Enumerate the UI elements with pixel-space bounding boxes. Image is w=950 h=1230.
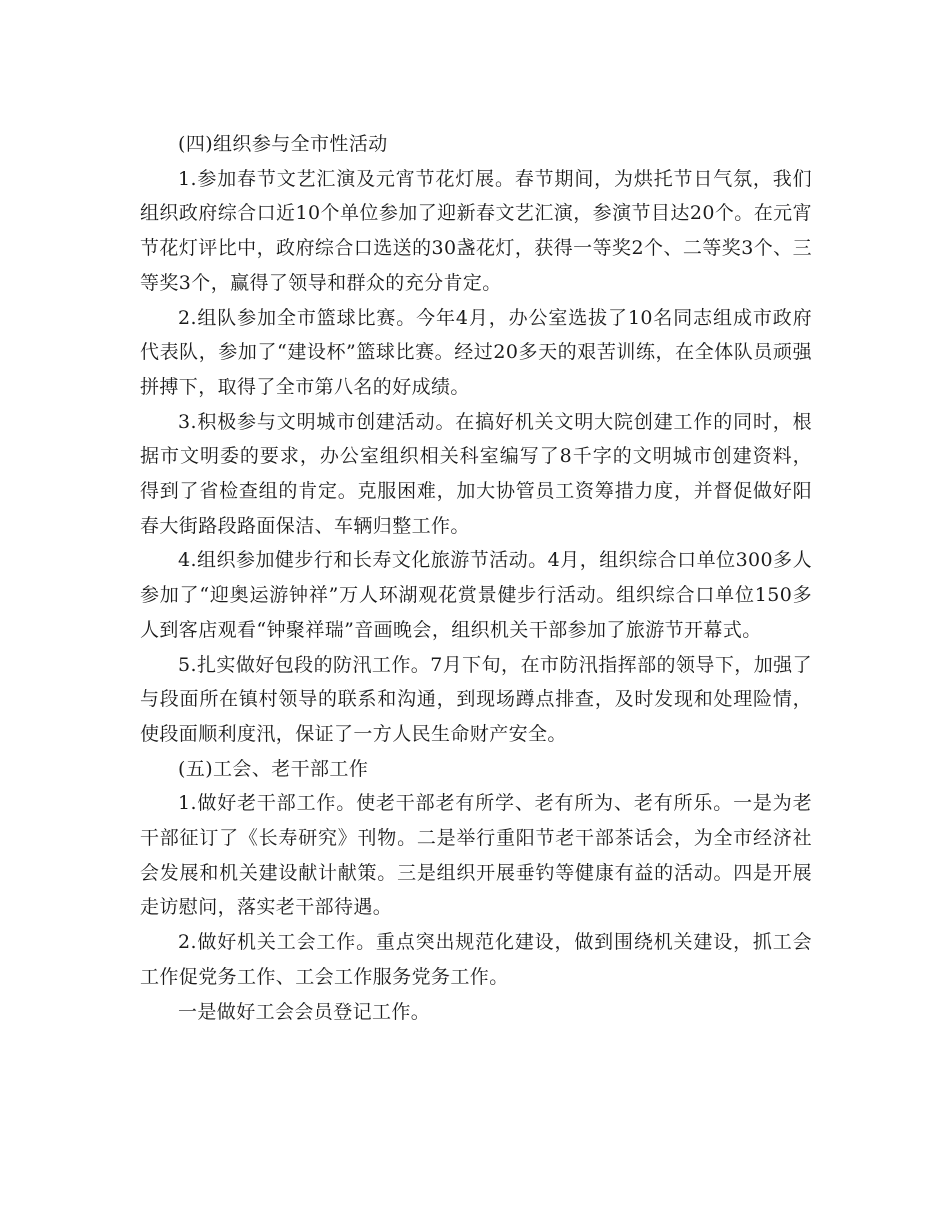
paragraph-flood-control: 5.扎实做好包段的防汛工作。7月下旬，在市防汛指挥部的领导下，加强了与段面所在镇村领导的联系和沟通，到现场蹲点排查，及时发现和处理险情，使段面顺利度汛，保证了一方人民生命财产安全。 [140, 653, 812, 745]
paragraph-walking-tourism: 4.组织参加健步行和长寿文化旅游节活动。4月，组织综合口单位300多人参加了“迎奥运游钟祥”万人环湖观花赏景健步行活动。组织综合口单位150多人到客店观看“钟聚祥瑞”音画晚会，组织机关干部参加了旅游节开幕式。 [140, 549, 812, 641]
section-heading-4: (四)组织参与全市性活动 [178, 133, 388, 155]
paragraph-trade-union: 2.做好机关工会工作。重点突出规范化建设，做到围绕机关建设，抓工会工作促党务工作、工会工作服务党务工作。 [140, 931, 812, 988]
paragraph-civilized-city: 3.积极参与文明城市创建活动。在搞好机关文明大院创建工作的同时，根据市文明委的要求，办公室组织相关科室编写了8千字的文明城市创建资料，得到了省检查组的肯定。克服困难，加大协管员工资筹措力度，并督促做好阳春大街路段路面保洁、车辆归整工作。 [140, 410, 812, 537]
paragraph-member-registration: 一是做好工会会员登记工作。 [178, 1000, 431, 1023]
paragraph-spring-festival: 1.参加春节文艺汇演及元宵节花灯展。春节期间，为烘托节日气氛，我们组织政府综合口近10个单位参加了迎新春文艺汇演，参演节目达20个。在元宵节花灯评比中，政府综合口选送的30盏花灯，获得一等奖2个、二等奖3个、三等奖3个，赢得了领导和群众的充分肯定。 [140, 167, 812, 294]
document-body [140, 127, 812, 1029]
paragraph-retired-cadres: 1.做好老干部工作。使老干部老有所学、老有所为、老有所乐。一是为老干部征订了《长寿研究》刊物。二是举行重阳节老干部茶话会，为全市经济社会发展和机关建设献计献策。三是组织开展垂钓等健康有益的活动。四是开展走访慰问，落实老干部待遇。 [140, 792, 812, 919]
section-heading-5: (五)工会、老干部工作 [178, 757, 369, 780]
paragraph-basketball: 2.组队参加全市篮球比赛。今年4月，办公室选拔了10名同志组成市政府代表队，参加了“建设杯”篮球比赛。经过20多天的艰苦训练，在全体队员顽强拼搏下，取得了全市第八名的好成绩。 [140, 306, 812, 398]
